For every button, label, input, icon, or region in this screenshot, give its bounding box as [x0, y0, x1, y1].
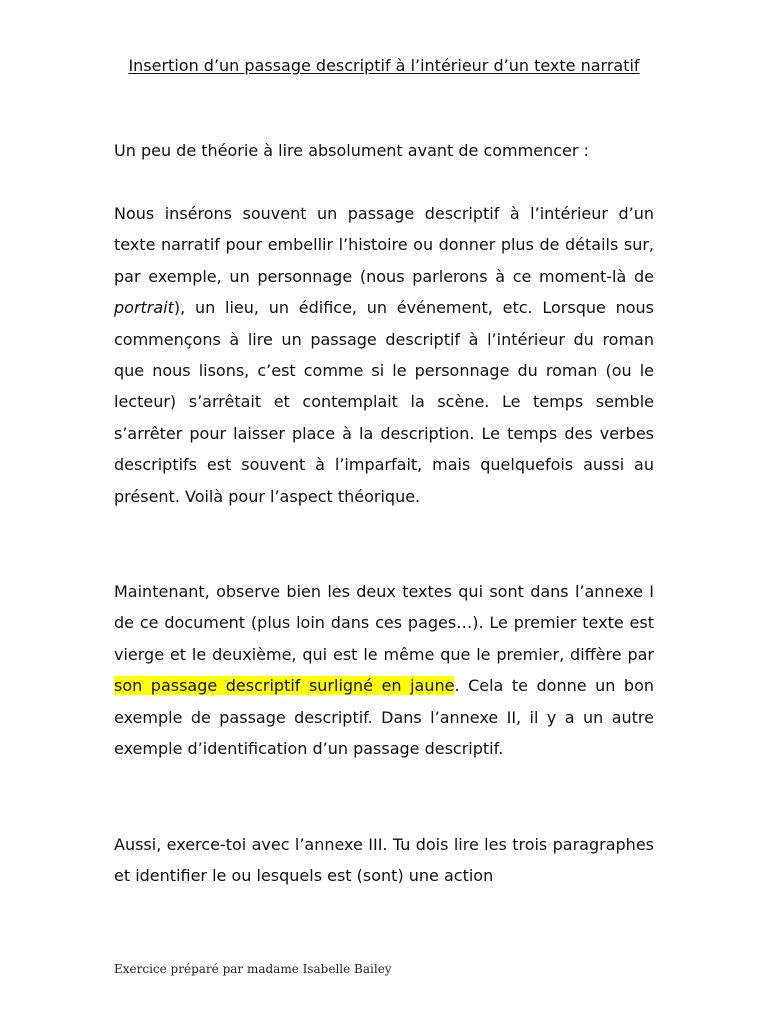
- highlighted-phrase: son passage descriptif surligné en jaune: [114, 676, 455, 696]
- document-title: Insertion d’un passage descriptif à l’intérieur d’un texte narratif: [128, 56, 640, 75]
- paragraph-theory-text-end: ), un lieu, un édifice, un événement, etc. Lorsque nous commençons à lire un passage descriptif à l’intérieur du roman que nous lisons, c’est comme si le personnage du roman (ou le lecteur) s’arrêtait et contemplait la scène. Le temps semble s’arrêter pour laisser place à la description. Le temps des verbes descriptifs est souvent à l’imparfait, mais quelquefois aussi au présent. Voilà pour l’aspect théorique.: [114, 298, 654, 506]
- paragraph-annexes: [114, 576, 654, 764]
- intro-line: Un peu de théorie à lire absolument avant de commencer :: [114, 141, 589, 160]
- paragraph-theory-text-start: Nous insérons souvent un passage descriptif à l’intérieur d’un texte narratif pour embellir l’histoire ou donner plus de détails sur, par exemple, un personnage (nous parlerons à ce moment-là de: [114, 204, 654, 286]
- footer-credit: Exercice préparé par madame Isabelle Bailey: [114, 962, 392, 976]
- paragraph-exercise: Aussi, exerce-toi avec l’annexe III. Tu dois lire les trois paragraphes et identifier le ou lesquels est (sont) une action: [114, 835, 654, 886]
- paragraph-theory: [114, 198, 654, 512]
- italic-term-portrait: portrait: [114, 298, 174, 318]
- paragraph-annexes-text-start: Maintenant, observe bien les deux textes qui sont dans l’annexe I de ce document (plus loin dans ces pages…). Le premier texte est vierge et le deuxième, qui est le même que le premier, diffère par: [114, 582, 654, 664]
- paragraph-annexes-text-end: . Cela te donne un bon exemple de passage descriptif. Dans l’annexe II, il y a un autre exemple d’identification d’un passage descriptif.: [114, 676, 654, 759]
